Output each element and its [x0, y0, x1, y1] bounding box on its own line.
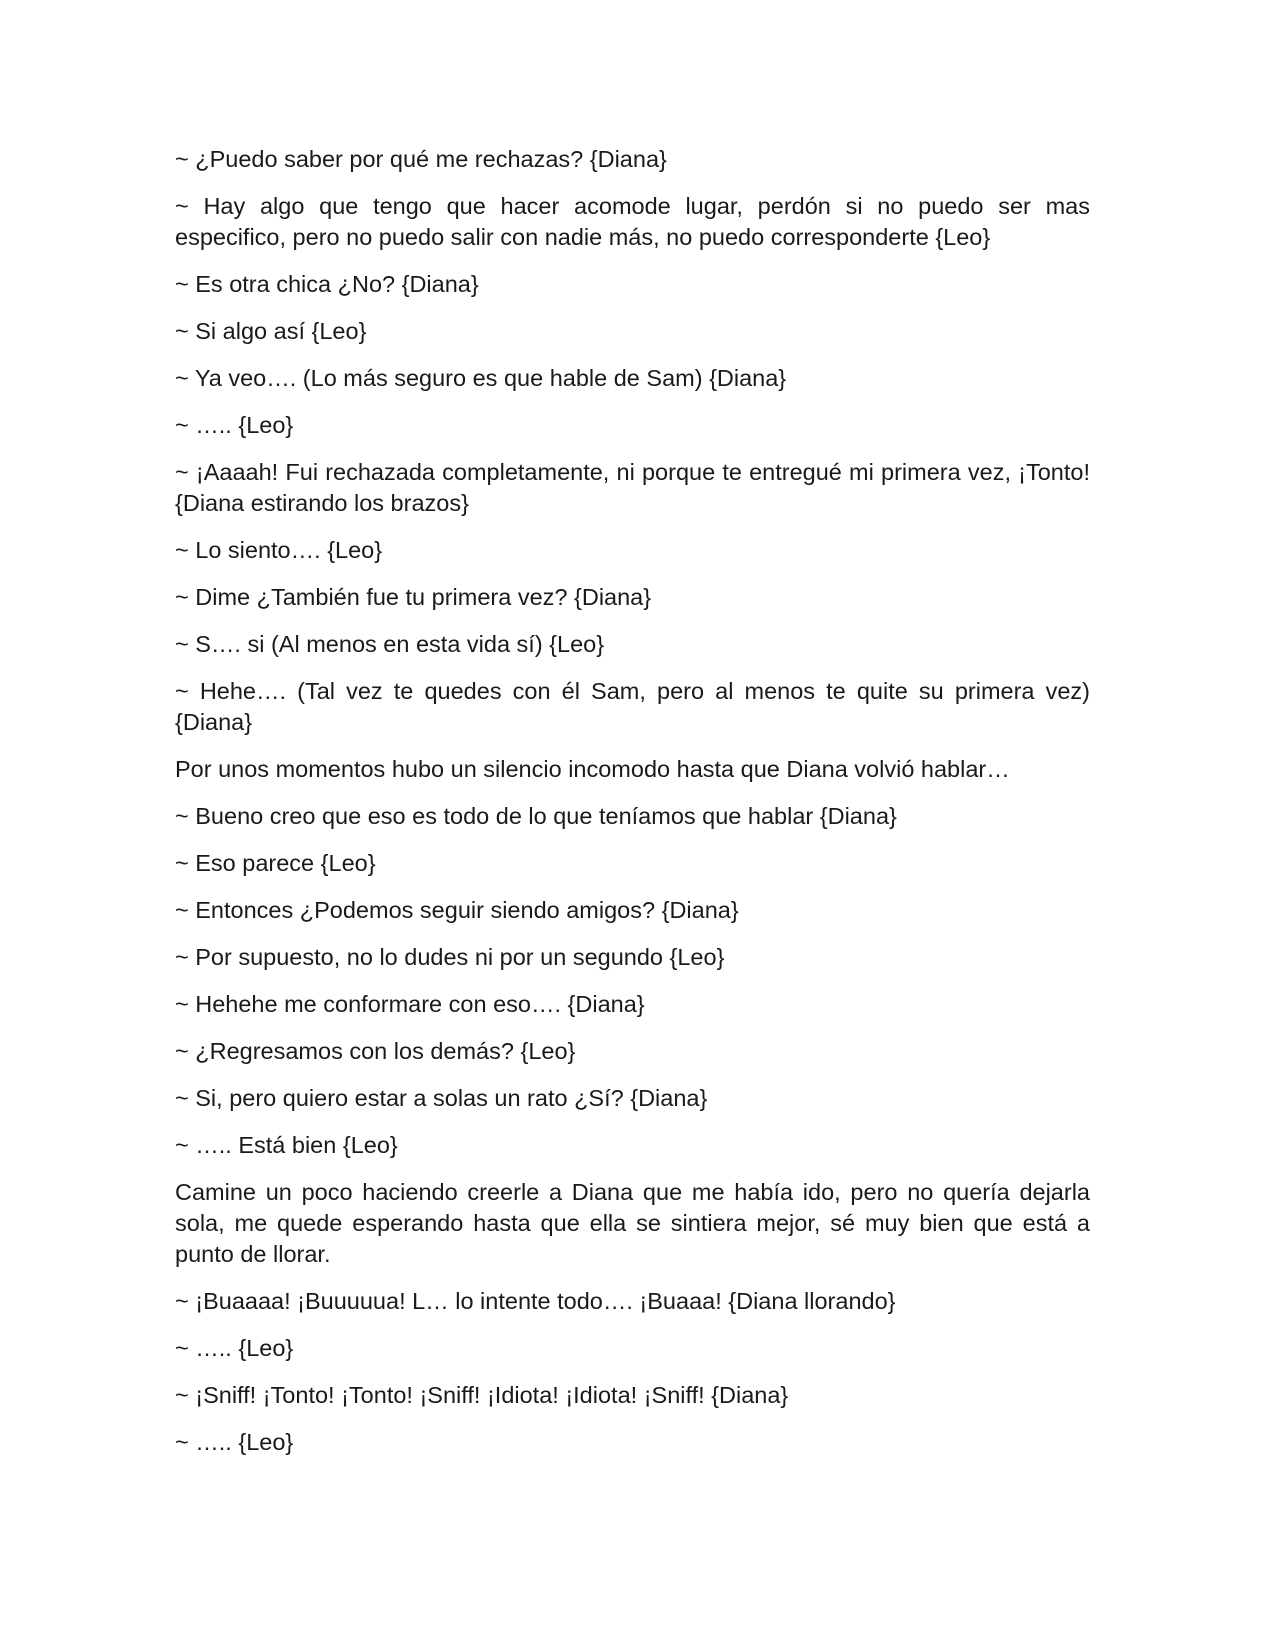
- dialogue-line: ~ ¡Buaaaa! ¡Buuuuua! L… lo intente todo…. ¡Buaaa! {Diana llorando}: [175, 1288, 896, 1314]
- dialogue-line: ~ Bueno creo que eso es todo de lo que teníamos que hablar {Diana}: [175, 803, 897, 829]
- dialogue-line: ~ ¿Puedo saber por qué me rechazas? {Diana}: [175, 146, 667, 172]
- dialogue-line: ~ Dime ¿También fue tu primera vez? {Diana}: [175, 584, 652, 610]
- dialogue-line: ~ Hehehe me conformare con eso…. {Diana}: [175, 991, 645, 1017]
- dialogue-line: ~ ….. {Leo}: [175, 1335, 294, 1361]
- narration-paragraph: Camine un poco haciendo creerle a Diana que me había ido, pero no quería dejarla sola, me quede esperando hasta que ella se sintiera mejor, sé muy bien que está a punto de llorar.: [175, 1179, 1090, 1267]
- dialogue-line: ~ Si algo así {Leo}: [175, 318, 367, 344]
- dialogue-line: ~ Entonces ¿Podemos seguir siendo amigos? {Diana}: [175, 897, 739, 923]
- narration-paragraph: Por unos momentos hubo un silencio incomodo hasta que Diana volvió hablar…: [175, 756, 1010, 782]
- dialogue-line: ~ Es otra chica ¿No? {Diana}: [175, 271, 479, 297]
- dialogue-line: ~ Si, pero quiero estar a solas un rato ¿Sí? {Diana}: [175, 1085, 708, 1111]
- dialogue-line: ~ Ya veo…. (Lo más seguro es que hable de Sam) {Diana}: [175, 365, 787, 391]
- dialogue-line: ~ Hay algo que tengo que hacer acomode lugar, perdón si no puedo ser mas especifico, pero no puedo salir con nadie más, no puedo corresponderte {Leo}: [175, 193, 1090, 250]
- dialogue-line: ~ ¿Regresamos con los demás? {Leo}: [175, 1038, 576, 1064]
- dialogue-line: ~ Eso parece {Leo}: [175, 850, 376, 876]
- dialogue-line: ~ ¡Sniff! ¡Tonto! ¡Tonto! ¡Sniff! ¡Idiota! ¡Idiota! ¡Sniff! {Diana}: [175, 1382, 789, 1408]
- dialogue-line: ~ ¡Aaaah! Fui rechazada completamente, ni porque te entregué mi primera vez, ¡Tonto! {Diana estirando los brazos}: [175, 459, 1090, 516]
- dialogue-line: ~ Por supuesto, no lo dudes ni por un segundo {Leo}: [175, 944, 725, 970]
- document-page: [175, 0, 1090, 1474]
- dialogue-line: ~ Lo siento…. {Leo}: [175, 537, 383, 563]
- dialogue-line: ~ ….. Está bien {Leo}: [175, 1132, 398, 1158]
- dialogue-line: ~ ….. {Leo}: [175, 1429, 294, 1455]
- dialogue-line: ~ S…. si (Al menos en esta vida sí) {Leo}: [175, 631, 605, 657]
- dialogue-line: ~ Hehe…. (Tal vez te quedes con él Sam, pero al menos te quite su primera vez) {Diana}: [175, 678, 1090, 735]
- dialogue-line: ~ ….. {Leo}: [175, 412, 294, 438]
